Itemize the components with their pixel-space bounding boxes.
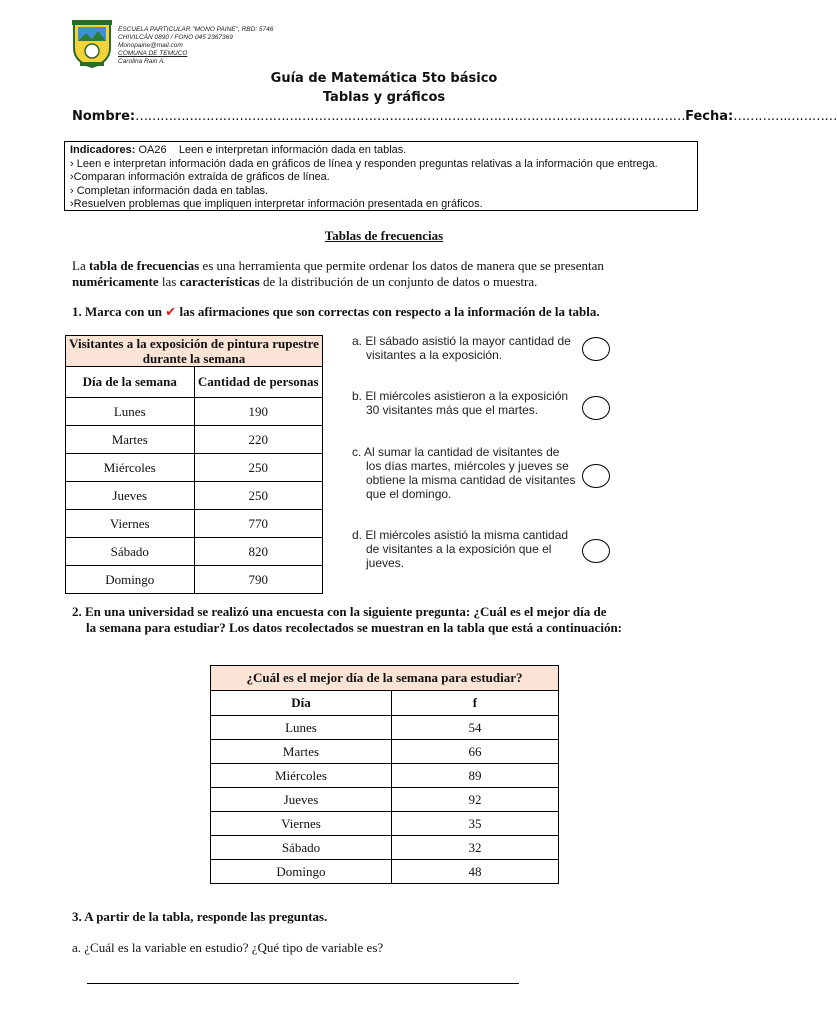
option-c: c. Al sumar la cantidad de visitantes de los días martes, miércoles y jueves se obtiene la misma cantidad de visitantes que el domingo. (352, 445, 576, 501)
column-header: Cantidad de personas (194, 367, 323, 398)
school-line: COMUNA DE TEMUCO (118, 50, 188, 57)
indicator-item: ›Resuelven problemas que impliquen interpretar información presentada en gráficos. (70, 198, 483, 211)
column-header: Día de la semana (66, 367, 195, 398)
study-day-table (210, 665, 559, 884)
school-line: ESCUELA PARTICULAR "MONO PAINE", RBD: 5746 (118, 26, 274, 33)
table-row: Lunes 190 (66, 398, 323, 426)
visitors-table (65, 335, 323, 594)
table-row: Domingo 48 (211, 860, 559, 884)
table-row: Martes 220 (66, 426, 323, 454)
school-line: Carolina Rain A. (118, 58, 166, 65)
school-info (118, 26, 273, 66)
indicator-item: Leen e interpretan información dada en tablas. (178, 144, 407, 156)
table-row: Domingo 790 (66, 566, 323, 594)
table-row: Miércoles 89 (211, 764, 559, 788)
table-row: Viernes 770 (66, 510, 323, 538)
date-field[interactable]: ………….………… (733, 109, 837, 124)
option-d: d. El miércoles asistió la misma cantidad de visitantes a la exposición que el jueves. (352, 528, 569, 570)
checkmark-icon: ✔ (165, 305, 177, 320)
name-label: Nombre: (72, 109, 136, 124)
name-date-line (72, 109, 837, 124)
indicator-item: › Completan información dada en tablas. (70, 184, 269, 197)
school-line: Monopaine@mail.com (118, 42, 183, 49)
column-header: Día (211, 691, 392, 716)
indicators-label: Indicadores: (70, 144, 136, 156)
indicators-box (64, 141, 698, 211)
answer-line[interactable] (87, 983, 519, 984)
table-row: Lunes 54 (211, 716, 559, 740)
table-title: Visitantes a la exposición de pintura rupestre durante la semana (66, 336, 323, 367)
indicator-item: ›Comparan información extraída de gráficos de línea. (70, 171, 330, 184)
table-row: Jueves 250 (66, 482, 323, 510)
section-title: Tablas de frecuencias (324, 228, 444, 243)
option-b-circle[interactable] (582, 396, 610, 420)
option-c-circle[interactable] (582, 464, 610, 488)
indicator-item: › Leen e interpretan información dada en gráficos de línea y responden preguntas relativas a la información que entrega. (70, 157, 658, 170)
table-row: Sábado 820 (66, 538, 323, 566)
option-a-circle[interactable] (582, 337, 610, 361)
date-label: Fecha: (685, 109, 734, 124)
option-d-circle[interactable] (582, 539, 610, 563)
table-row: Jueves 92 (211, 788, 559, 812)
intro-paragraph: La tabla de frecuencias es una herramienta que permite ordenar los datos de manera que se presentan numéricamente las características de la distribución de un conjunto de datos o muestra. (72, 258, 604, 289)
school-line: CHIVILCÁN 0890 / FONO 045 2367369 (118, 34, 233, 41)
page-subtitle: Tablas y gráficos (322, 90, 446, 105)
school-logo (70, 18, 114, 68)
table-row: Martes 66 (211, 740, 559, 764)
question-1: 1. Marca con un ✔ las afirmaciones que son correctas con respecto a la información de la tabla. (72, 304, 600, 320)
question-3: 3. A partir de la tabla, responde las preguntas. (72, 909, 328, 924)
table-row: Miércoles 250 (66, 454, 323, 482)
table-title: ¿Cuál es el mejor día de la semana para estudiar? (211, 666, 559, 691)
option-b: b. El miércoles asistieron a la exposición 30 visitantes más que el martes. (352, 389, 569, 417)
page-title: Guía de Matemática 5to básico (270, 71, 498, 86)
column-header: f (391, 691, 558, 716)
table-row: Sábado 32 (211, 836, 559, 860)
name-field[interactable]: …………………………………………………………………………………………………………………… (135, 109, 686, 124)
indicators-code: OA26 (138, 144, 167, 156)
question-3a: a. ¿Cuál es la variable en estudio? ¿Qué tipo de variable es? (72, 940, 384, 955)
option-a: a. El sábado asistió la mayor cantidad de visitantes a la exposición. (352, 334, 571, 362)
question-2: 2. En una universidad se realizó una encuesta con la siguiente pregunta: ¿Cuál es el mejor día de la semana para estudiar? Los datos recolectados se muestran en la tabla que está a continuación: (72, 604, 623, 635)
table-row: Viernes 35 (211, 812, 559, 836)
